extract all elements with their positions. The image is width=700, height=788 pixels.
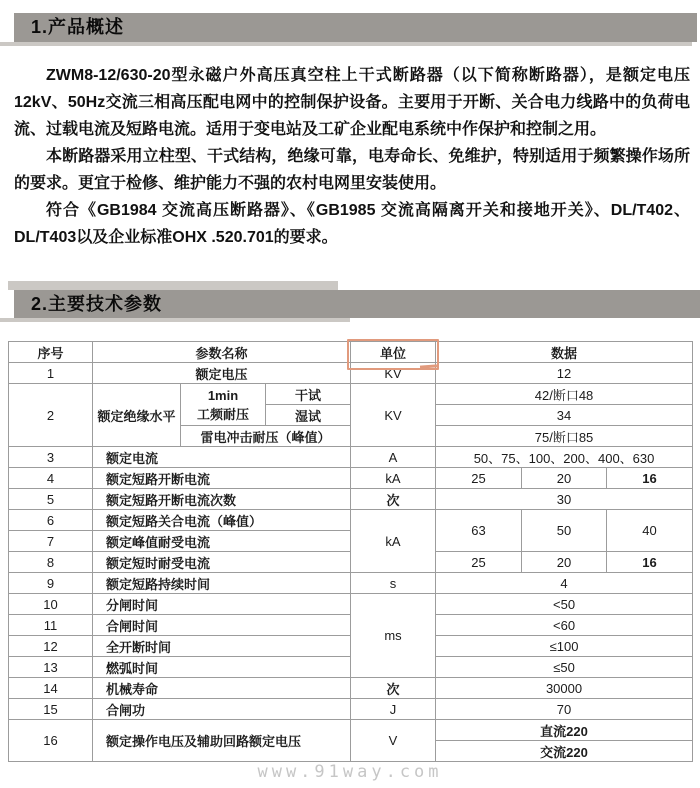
overview-paragraph-1: ZWM8-12/630-20型永磁户外高压真空柱上干式断路器（以下简称断路器），是额定电压12kV、50Hz交流三相高压配电网中的控制保护设备。主要用于开断、关合电力线路中的负荷电流、过载电流及短路电流。适用于变电站及工矿企业配电系统中作保护和控制之用。 bbox=[14, 67, 690, 138]
row4-data-3: 16 bbox=[607, 468, 693, 489]
technical-parameters-table bbox=[8, 341, 693, 762]
row11-name: 合闸时间 bbox=[93, 615, 351, 636]
row14-unit: 次 bbox=[351, 678, 436, 699]
row15-name: 合闸功 bbox=[93, 699, 351, 720]
overview-paragraph-3: 符合《GB1984 交流高压断路器》、《GB1985 交流高隔离开关和接地开关》、DL/T402、DL/T403以及企业标准OHX .520.701的要求。 bbox=[14, 202, 690, 246]
row7-name: 额定峰值耐受电流 bbox=[93, 531, 351, 552]
table-row bbox=[9, 720, 693, 741]
row3-name: 额定电流 bbox=[93, 447, 351, 468]
row16-data-ac: 交流220 bbox=[436, 741, 693, 762]
row15-no: 15 bbox=[9, 699, 93, 720]
section-1-header: 1.产品概述 bbox=[14, 13, 697, 42]
product-overview-text bbox=[14, 62, 690, 251]
row13-name: 燃弧时间 bbox=[93, 657, 351, 678]
row8-data-3: 16 bbox=[607, 552, 693, 573]
row10-no: 10 bbox=[9, 594, 93, 615]
header-unit: 单位 bbox=[351, 342, 436, 363]
row8-name: 额定短时耐受电流 bbox=[93, 552, 351, 573]
table-row bbox=[9, 594, 693, 615]
row1-unit: KV bbox=[351, 363, 436, 384]
row3-data: 50、75、100、200、400、630 bbox=[436, 447, 693, 468]
row6-data-2: 50 bbox=[522, 510, 607, 552]
section-1-header-shadow bbox=[0, 42, 692, 46]
row3-no: 3 bbox=[9, 447, 93, 468]
row14-data: 30000 bbox=[436, 678, 693, 699]
row6-unit: kA bbox=[351, 510, 436, 573]
table-row bbox=[9, 699, 693, 720]
row13-data: ≤50 bbox=[436, 657, 693, 678]
row15-data: 70 bbox=[436, 699, 693, 720]
row4-name: 额定短路开断电流 bbox=[93, 468, 351, 489]
row8-data-2: 20 bbox=[522, 552, 607, 573]
section-2-header: 2.主要技术参数 bbox=[14, 290, 700, 318]
row4-data-1: 25 bbox=[436, 468, 522, 489]
row4-unit: kA bbox=[351, 468, 436, 489]
row2-unit: KV bbox=[351, 384, 436, 447]
row11-data: <60 bbox=[436, 615, 693, 636]
row1-no: 1 bbox=[9, 363, 93, 384]
header-name: 参数名称 bbox=[93, 342, 351, 363]
row10-unit: ms bbox=[351, 594, 436, 678]
section-2-header-top-strip bbox=[8, 281, 338, 290]
row14-no: 14 bbox=[9, 678, 93, 699]
table-row bbox=[9, 447, 693, 468]
row10-data: <50 bbox=[436, 594, 693, 615]
row11-no: 11 bbox=[9, 615, 93, 636]
row2-wet-label: 湿试 bbox=[266, 405, 351, 426]
row2-wet-value: 34 bbox=[436, 405, 693, 426]
row7-no: 7 bbox=[9, 531, 93, 552]
row4-data-2: 20 bbox=[522, 468, 607, 489]
row15-unit: J bbox=[351, 699, 436, 720]
table-row bbox=[9, 573, 693, 594]
header-data: 数据 bbox=[436, 342, 693, 363]
row8-data-1: 25 bbox=[436, 552, 522, 573]
row2-freq-withstand bbox=[181, 384, 266, 426]
row16-name: 额定操作电压及辅助回路额定电压 bbox=[93, 720, 351, 762]
row2-lightning-value: 75/断口85 bbox=[436, 426, 693, 447]
row1-name: 额定电压 bbox=[93, 363, 351, 384]
row10-name: 分闸时间 bbox=[93, 594, 351, 615]
row2-lightning-label: 雷电冲击耐压（峰值） bbox=[181, 426, 351, 447]
row16-no: 16 bbox=[9, 720, 93, 762]
header-no: 序号 bbox=[9, 342, 93, 363]
section-2-header-shadow bbox=[0, 318, 350, 322]
row12-name: 全开断时间 bbox=[93, 636, 351, 657]
row2-freq-line2: 工频耐压 bbox=[196, 406, 249, 422]
row13-no: 13 bbox=[9, 657, 93, 678]
watermark-text: www.91way.com bbox=[257, 762, 443, 782]
row6-data-3: 40 bbox=[607, 510, 693, 552]
row3-unit: A bbox=[351, 447, 436, 468]
row2-freq-line1: 1min bbox=[207, 387, 239, 403]
row5-no: 5 bbox=[9, 489, 93, 510]
table-row bbox=[9, 468, 693, 489]
table-row bbox=[9, 678, 693, 699]
row1-data: 12 bbox=[436, 363, 693, 384]
row9-no: 9 bbox=[9, 573, 93, 594]
row12-no: 12 bbox=[9, 636, 93, 657]
row2-name: 额定绝缘水平 bbox=[93, 384, 181, 447]
table-row bbox=[9, 489, 693, 510]
row2-no: 2 bbox=[9, 384, 93, 447]
row5-data: 30 bbox=[436, 489, 693, 510]
overview-paragraph-2: 本断路器采用立柱型、干式结构，绝缘可靠，电寿命长、免维护，特别适用于频繁操作场所的要求。更宜于检修、维护能力不强的农村电网里安装使用。 bbox=[14, 148, 690, 192]
row9-unit: s bbox=[351, 573, 436, 594]
table-row bbox=[9, 510, 693, 531]
row2-dry-label: 干试 bbox=[266, 384, 351, 405]
row9-data: 4 bbox=[436, 573, 693, 594]
row6-no: 6 bbox=[9, 510, 93, 531]
row9-name: 额定短路持续时间 bbox=[93, 573, 351, 594]
row16-unit: V bbox=[351, 720, 436, 762]
row6-name: 额定短路关合电流（峰值） bbox=[93, 510, 351, 531]
row4-no: 4 bbox=[9, 468, 93, 489]
row14-name: 机械寿命 bbox=[93, 678, 351, 699]
row6-data-1: 63 bbox=[436, 510, 522, 552]
row2-dry-value: 42/断口48 bbox=[436, 384, 693, 405]
row8-no: 8 bbox=[9, 552, 93, 573]
row5-name: 额定短路开断电流次数 bbox=[93, 489, 351, 510]
row12-data: ≤100 bbox=[436, 636, 693, 657]
row5-unit: 次 bbox=[351, 489, 436, 510]
row16-data-dc: 直流220 bbox=[436, 720, 693, 741]
table-row bbox=[9, 384, 693, 405]
